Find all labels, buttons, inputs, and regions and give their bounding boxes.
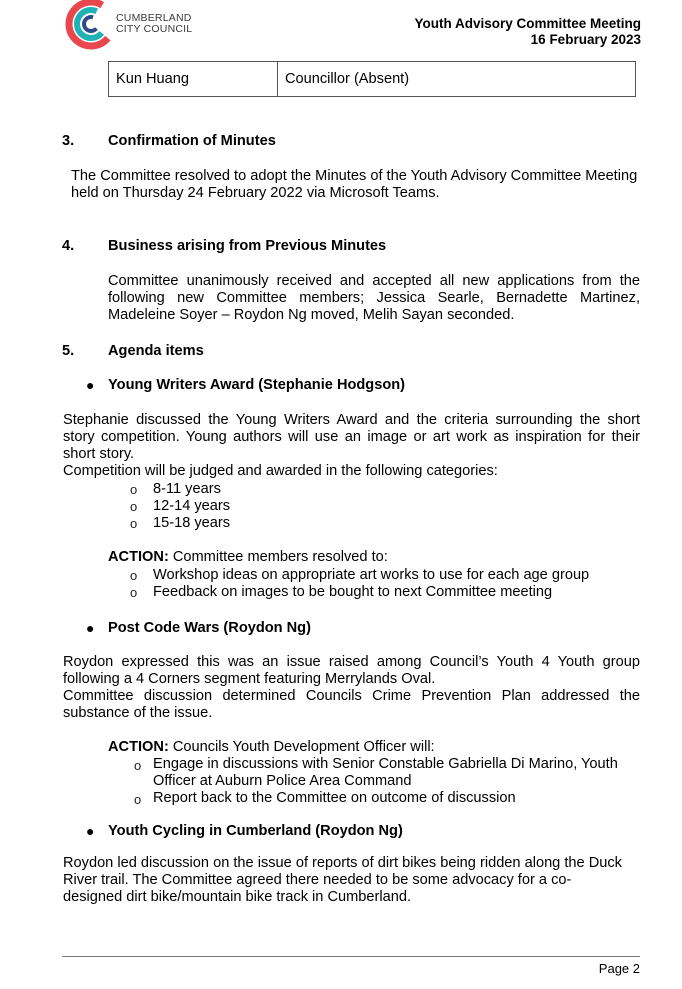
page-header bbox=[414, 16, 641, 48]
bullet-icon: ● bbox=[86, 620, 95, 636]
item-2-title: Post Code Wars (Roydon Ng) bbox=[108, 620, 311, 636]
circle-bullet-icon: o bbox=[130, 499, 138, 514]
attendee-role: Councillor (Absent) bbox=[278, 62, 636, 97]
item-3-p3: designed dirt bike/mountain bike track in Cumberland. bbox=[63, 889, 412, 905]
action-item: Report back to the Committee on outcome of discussion bbox=[153, 790, 516, 806]
circle-bullet-icon: o bbox=[134, 792, 142, 807]
footer-divider bbox=[62, 956, 640, 957]
section-5-title: Agenda items bbox=[108, 343, 204, 359]
action-text: Committee members resolved to: bbox=[172, 549, 388, 565]
section-4-line1: Committee unanimously received and accepted all new applications from the bbox=[108, 273, 640, 289]
item-3-p1: Roydon led discussion on the issue of reports of dirt bikes being ridden along the Duck bbox=[63, 855, 622, 871]
category-item: 12-14 years bbox=[153, 498, 231, 514]
bullet-icon: ● bbox=[86, 823, 95, 839]
meeting-title: Youth Advisory Committee Meeting bbox=[414, 16, 641, 31]
category-item: 8-11 years bbox=[153, 481, 221, 497]
item-3-title: Youth Cycling in Cumberland (Roydon Ng) bbox=[108, 823, 403, 839]
item-2-p2: following a 4 Corners segment featuring Merrylands Oval. bbox=[63, 671, 436, 687]
item-2-p4: substance of the issue. bbox=[63, 705, 213, 721]
circle-bullet-icon: o bbox=[134, 758, 142, 773]
bullet-icon: ● bbox=[86, 377, 95, 393]
action-item-line1: Engage in discussions with Senior Constable Gabriella Di Marino, Youth bbox=[153, 756, 618, 772]
item-1-p4: Competition will be judged and awarded in the following categories: bbox=[63, 463, 498, 479]
item-3-p2: River trail. The Committee agreed there needed to be some advocacy for a co- bbox=[63, 872, 572, 888]
table-row bbox=[109, 62, 636, 97]
logo-line2: CITY COUNCIL bbox=[116, 23, 193, 35]
attendee-name: Kun Huang bbox=[109, 62, 278, 97]
circle-bullet-icon: o bbox=[130, 482, 138, 497]
item-1-action bbox=[108, 549, 388, 566]
section-4-line3: Madeleine Soyer – Roydon Ng moved, Melih Sayan seconded. bbox=[108, 307, 515, 323]
attendance-table bbox=[108, 61, 636, 97]
action-label: ACTION: bbox=[108, 549, 169, 565]
item-2-p3: Committee discussion determined Councils Crime Prevention Plan addressed the bbox=[63, 688, 640, 704]
meeting-date: 16 February 2023 bbox=[530, 32, 641, 47]
logo-text bbox=[116, 13, 192, 35]
circle-bullet-icon: o bbox=[130, 516, 138, 531]
action-item: Feedback on images to be bought to next Committee meeting bbox=[153, 584, 553, 600]
section-4-line2: following new Committee members; Jessica Searle, Bernadette Martinez, bbox=[108, 290, 640, 306]
category-item: 15-18 years bbox=[153, 515, 231, 531]
section-5-number: 5. bbox=[62, 343, 75, 359]
section-3-number: 3. bbox=[62, 133, 75, 149]
action-label: ACTION: bbox=[108, 739, 169, 755]
action-text: Councils Youth Development Officer will: bbox=[172, 739, 435, 755]
section-3-line2: held on Thursday 24 February 2022 via Microsoft Teams. bbox=[71, 185, 440, 201]
item-2-p1: Roydon expressed this was an issue raised among Council’s Youth 4 Youth group bbox=[63, 654, 640, 670]
page-number: Page 2 bbox=[598, 961, 640, 976]
item-1-p1: Stephanie discussed the Young Writers Award and the criteria surrounding the short bbox=[63, 412, 640, 428]
section-4-number: 4. bbox=[62, 238, 75, 254]
item-2-action bbox=[108, 739, 435, 756]
section-3-line1: The Committee resolved to adopt the Minutes of the Youth Advisory Committee Meeting bbox=[71, 168, 638, 184]
section-4-title: Business arising from Previous Minutes bbox=[108, 238, 387, 254]
item-1-p2: story competition. Young authors will use an image or art work as inspiration for their bbox=[63, 429, 640, 445]
circle-bullet-icon: o bbox=[130, 585, 138, 600]
section-3-title: Confirmation of Minutes bbox=[108, 133, 276, 149]
logo-line1: CUMBERLAND bbox=[116, 12, 192, 24]
action-item: Workshop ideas on appropriate art works to use for each age group bbox=[153, 567, 590, 583]
item-1-p3: short story. bbox=[63, 446, 135, 462]
item-1-title: Young Writers Award (Stephanie Hodgson) bbox=[108, 377, 406, 393]
circle-bullet-icon: o bbox=[130, 568, 138, 583]
action-item-line2: Officer at Auburn Police Area Command bbox=[153, 773, 412, 789]
